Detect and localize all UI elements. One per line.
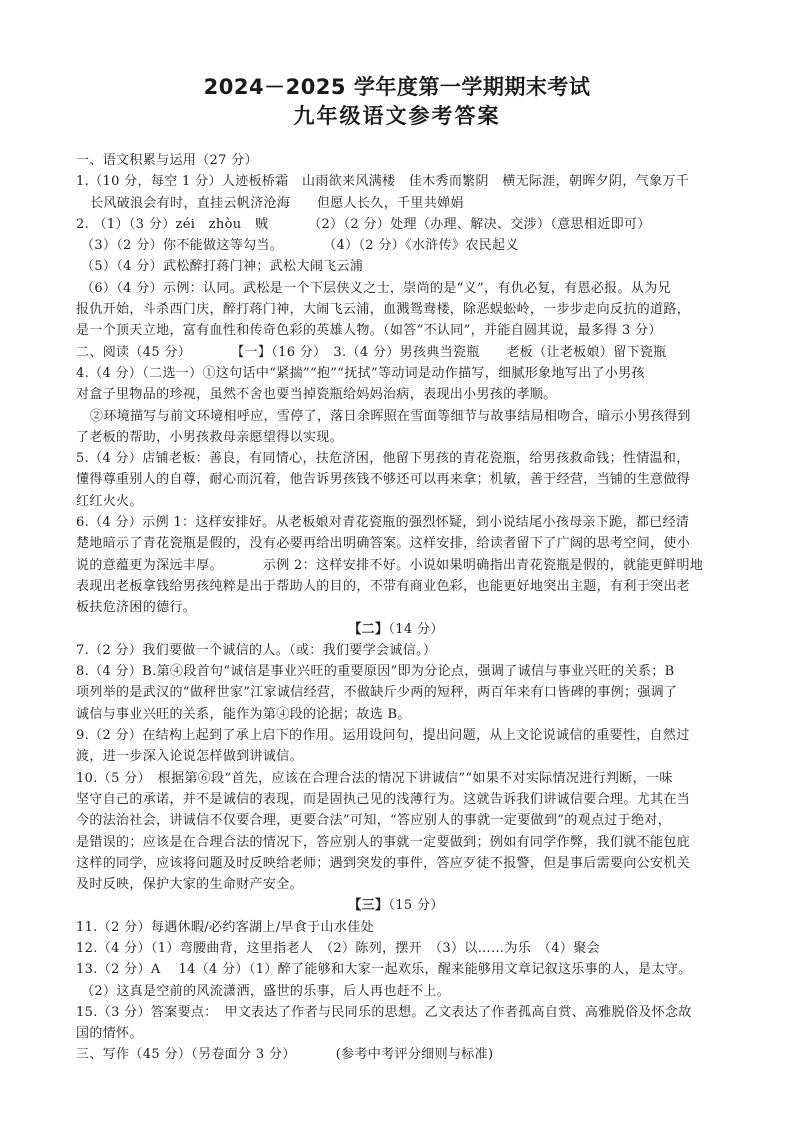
- answer-line: 板扶危济困的德行。: [76, 600, 197, 616]
- answer-line: 国的情怀。: [76, 1026, 143, 1042]
- subsection-heading-two: [76, 619, 716, 640]
- answer-body: [76, 150, 716, 1066]
- answer-line: 今的法治社会，讲诚信不仅要合理，更要合法”可知，“答应别人的事就一定要做到”的观点过于绝对，: [76, 813, 672, 829]
- answer-line: 7.（2 分）我们要做一个诚信的人。（或：我们要学会诚信。）: [76, 642, 437, 658]
- answer-line: 懂得尊重别人的自尊，耐心而沉着，他告诉男孩钱不够还可以再来拿；机敏，善于经营，当铺的生意做得: [76, 472, 691, 488]
- answer-line: 8.（4 分）B.第④段首句“诚信是事业兴旺的重要原因”即为分论点，强调了诚信与事业兴旺的关系；B: [76, 664, 675, 680]
- answer-line: 报仇开始，斗杀西门庆，醉打蒋门神，大闹飞云浦，血溅鸳鸯楼，除恶蜈蚣岭，一步步走向反抗的道路，: [76, 302, 691, 318]
- answer-text: 示例 2：这样安排不好。小说如果明确指出青花瓷瓶是假的，就能更鲜明地: [262, 557, 704, 573]
- answer-line: 6.（4 分）示例 1：这样安排好。从老板娘对青花瓷瓶的强烈怀疑，到小说结尾小孩母亲下跪，都已经清: [76, 515, 690, 531]
- subsection-label: 【二】: [348, 621, 389, 637]
- answer-line: 11.（2 分）每遇休暇/必约客湖上/早食于山水佳处: [76, 919, 374, 935]
- answer-line: 1.（10 分，每空 1 分）人迹板桥霜 山雨欲来风满楼 佳木秀而繁阴 横无际涯，朝晖夕阴，气象万千: [76, 174, 690, 190]
- answer-line: 13.（2 分）A 14（4 分）（1）醉了能够和大家一起欢乐，醒来能够用文章记叙这乐事的人，是太守。: [76, 962, 692, 978]
- subsection-label: 【三】: [348, 898, 389, 914]
- answer-line: （2）这真是空前的风流潇洒，盛世的乐事，后人再也赶不上。: [81, 983, 451, 999]
- subsection-score: （15 分）: [388, 898, 444, 914]
- answer-line: 红红火火。: [76, 493, 143, 509]
- answer-line: 长风破浪会有时，直挂云帆济沧海 但愿人长久，千里共婵娟: [90, 195, 464, 211]
- answer-line: 对盒子里物品的珍视，虽然不舍也要当掉瓷瓶给妈妈治病，表现出小男孩的孝顺。: [76, 387, 557, 403]
- answer-line: 楚地暗示了青花瓷瓶是假的，没有必要再给出明确答案。这样安排，给读者留下了广阔的思考空间，使小: [76, 536, 691, 552]
- answer-line: [76, 214, 716, 235]
- answer-line: 坚守自己的承诺，并不是诚信的表现，而是固执己见的浅薄行为。这就告诉我们讲诚信要合理。尤其在当: [76, 791, 691, 807]
- answer-line: 及时反映，保护大家的生命财产安全。: [76, 877, 303, 893]
- answer-line: [76, 342, 716, 363]
- answer-line: 了老板的帮助，小男孩救母亲愿望得以实现。: [76, 429, 344, 445]
- answer-text: （3）（2 分）你不能做这等勾当。: [81, 238, 284, 254]
- answer-line: 诚信与事业兴旺的关系，能作为第④段的论据；故选 B。: [76, 706, 411, 722]
- answer-text: （2）（2 分）处理（办理、解决、交涉）（意思相近即可）: [308, 216, 651, 232]
- answer-line: 4.（4 分）（二选一）①这句话中“紧揣”“抱”“抚拭”等动词是动作描写，细腻形象地写出了小男孩: [76, 365, 645, 381]
- answer-line: （6）（4 分）示例：认同。武松是一个下层侠义之士，崇尚的是“义”，有仇必复，有恩必报。从为兄: [81, 280, 671, 296]
- answer-line: 10.（5 分） 根据第⑥段“首先，应该在合理合法的情况下讲诚信”“如果不对实际情况进行判断，一味: [76, 770, 673, 786]
- answer-line: ②环境描写与前文环境相呼应，雪停了，落日余晖照在雪面等细节与故事结局相吻合，暗示小男孩得到: [90, 408, 691, 424]
- answer-line: [76, 555, 716, 576]
- answer-line: 是一个顶天立地，富有血性和传奇色彩的英雄人物。（如答“不认同”，并能自圆其说，最多得 3 分）: [76, 323, 662, 339]
- answer-text: （4）（2 分）《水浒传》农民起义: [323, 238, 519, 254]
- section-heading-reading: 二、阅读（45 分）: [76, 344, 192, 360]
- answer-text: 说的意蕴更为深远丰厚。: [76, 557, 223, 573]
- answer-key-title: 九年级语文参考答案: [293, 104, 501, 128]
- answer-line: 是错误的；应该是在合理合法的情况下，答应别人的事就一定要做到；例如有同学作弊，我们就不能包庇: [76, 834, 691, 850]
- subsection-score: （14 分）: [388, 621, 444, 637]
- answer-text: 三、写作（45 分）（另卷面分 3 分）: [76, 1047, 296, 1063]
- section-heading-writing: [76, 1044, 716, 1065]
- answer-text: (参考中考评分细则与标准): [335, 1047, 494, 1063]
- answer-text: 【一】（16 分） 3.（4 分）男孩典当瓷瓶 老板（让老板娘）留下瓷瓶: [231, 344, 667, 360]
- exam-title: 2024－2025 学年度第一学期期末考试: [203, 75, 591, 99]
- subsection-heading-three: [76, 895, 716, 916]
- answer-line: 项列举的是武汉的“做秤世家”江家诚信经营，不做缺斤少两的短秤，两百年来有口皆碑的事例；强调了: [76, 685, 678, 701]
- answer-text: 2. （1）（3 分）zéi zhòu 贼: [76, 216, 269, 232]
- answer-line: 9.（2 分）在结构上起到了承上启下的作用。运用设问句，提出问题，从上文论说诚信的重要性，自然过: [76, 728, 690, 744]
- answer-line: 5.（4 分）店铺老板：善良，有同情心，扶危济困，他留下男孩的青花瓷瓶，给男孩救命钱；性情温和，: [76, 451, 690, 467]
- answer-line: 12.（4 分）（1）弯腰曲背，这里指老人 （2）陈列，摆开 （3）以……为乐 （4）聚会: [76, 940, 600, 956]
- answer-line: 这样的同学，应该将问题及时反映给老师；遇到突发的事件，答应歹徒不报警，但是事后需要向公安机关: [76, 855, 691, 871]
- answer-line: （5）（4 分）武松醉打蒋门神；武松大闹飞云浦: [81, 259, 364, 275]
- answer-line: 15.（3 分）答案要点： 甲文表达了作者与民同乐的思想。乙文表达了作者孤高自赏、高雅脱俗及怀念故: [76, 1004, 692, 1020]
- answer-line: [76, 235, 716, 256]
- answer-line: 渡，进一步深入论说怎样做到讲诚信。: [76, 749, 303, 765]
- section-heading-accumulation: 一、语文积累与运用（27 分）: [76, 153, 258, 168]
- answer-line: 表现出老板拿钱给男孩纯粹是出于帮助人的目的，不带有商业色彩，也能更好地突出主题，有利于突出老: [76, 578, 691, 594]
